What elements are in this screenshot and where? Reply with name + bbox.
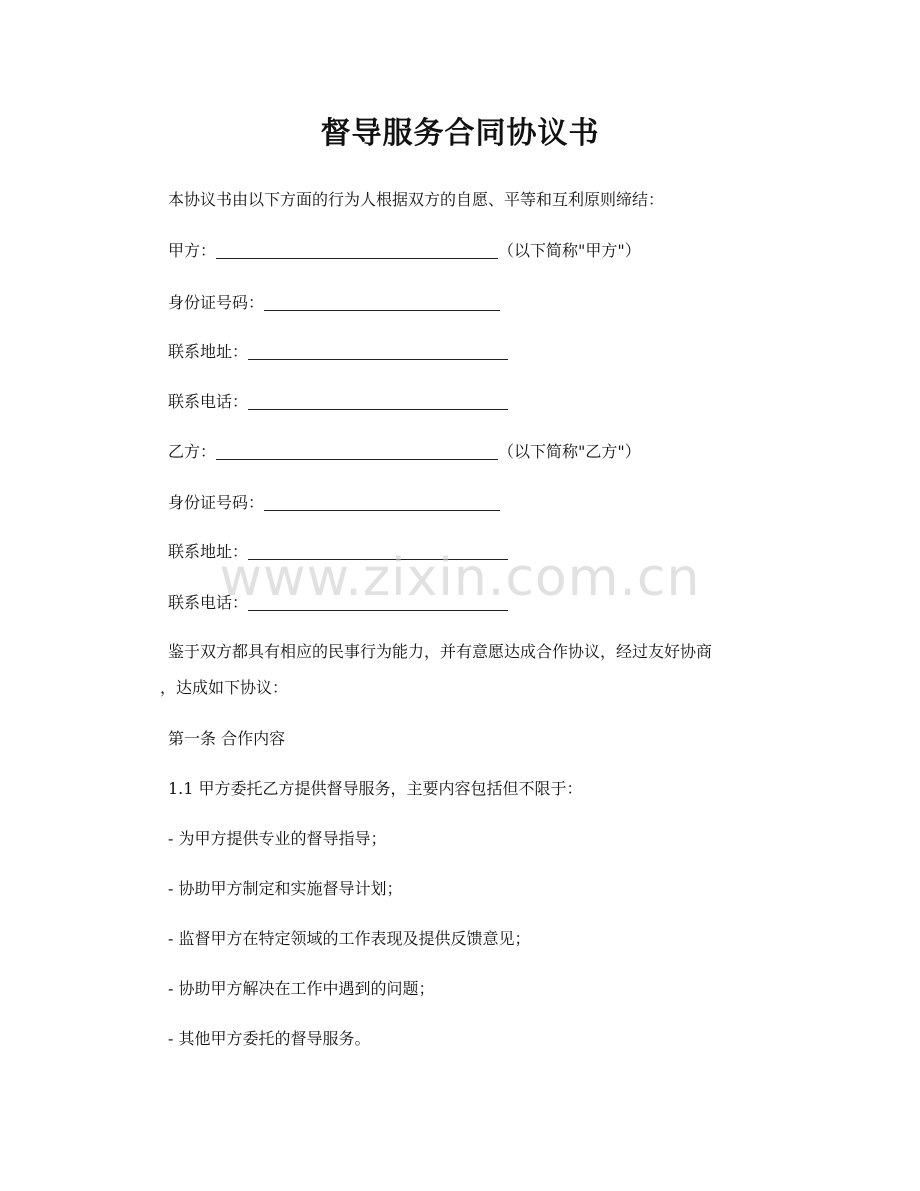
preamble-line-2: ，达成如下协议：: [160, 678, 289, 697]
party-a-name-blank: [216, 242, 498, 259]
party-a-label: 甲方：: [168, 241, 217, 260]
party-b-phone-blank: [248, 594, 508, 611]
party-a-id-blank: [264, 294, 500, 311]
party-b-name-blank: [216, 443, 498, 460]
list-item: - 协助甲方解决在工作中遇到的问题；: [168, 979, 435, 998]
party-b-address-blank: [248, 543, 508, 560]
party-b-address-label: 联系地址：: [168, 542, 249, 561]
party-a-id-line: [168, 292, 500, 314]
party-b-address-line: [168, 541, 508, 563]
party-a-address-blank: [248, 343, 508, 360]
clause-1-1: 1.1 甲方委托乙方提供督导服务，主要内容包括但不限于：: [168, 779, 583, 798]
party-b-label: 乙方：: [168, 442, 217, 461]
watermark-text: www.zixin.com.cn: [219, 548, 701, 608]
document-title: 督导服务合同协议书: [320, 116, 600, 151]
party-a-phone-blank: [248, 393, 508, 410]
party-b-phone-line: [168, 592, 508, 614]
list-item: - 协助甲方制定和实施督导计划；: [168, 879, 403, 898]
party-a-address-line: [168, 341, 508, 363]
list-item: - 监督甲方在特定领域的工作表现及提供反馈意见；: [168, 929, 531, 948]
party-a-phone-label: 联系电话：: [168, 392, 249, 411]
party-b-suffix: （以下简称"乙方"）: [498, 442, 641, 461]
intro-text: 本协议书由以下方面的行为人根据双方的自愿、平等和互利原则缔结：: [168, 190, 665, 209]
party-b-line: [168, 441, 641, 463]
party-a-id-label: 身份证号码：: [168, 293, 265, 312]
party-a-suffix: （以下简称"甲方"）: [498, 241, 641, 260]
list-item: - 其他甲方委托的督导服务。: [168, 1029, 371, 1048]
party-b-id-line: [168, 492, 500, 514]
preamble-line-1: 鉴于双方都具有相应的民事行为能力，并有意愿达成合作协议，经过友好协商: [168, 642, 713, 661]
party-a-line: [168, 240, 641, 262]
article-1-heading: 第一条 合作内容: [168, 729, 286, 748]
party-b-id-label: 身份证号码：: [168, 493, 265, 512]
list-item: - 为甲方提供专业的督导指导；: [168, 829, 387, 848]
party-b-phone-label: 联系电话：: [168, 593, 249, 612]
party-a-phone-line: [168, 391, 508, 413]
party-b-id-blank: [264, 494, 500, 511]
party-a-address-label: 联系地址：: [168, 342, 249, 361]
